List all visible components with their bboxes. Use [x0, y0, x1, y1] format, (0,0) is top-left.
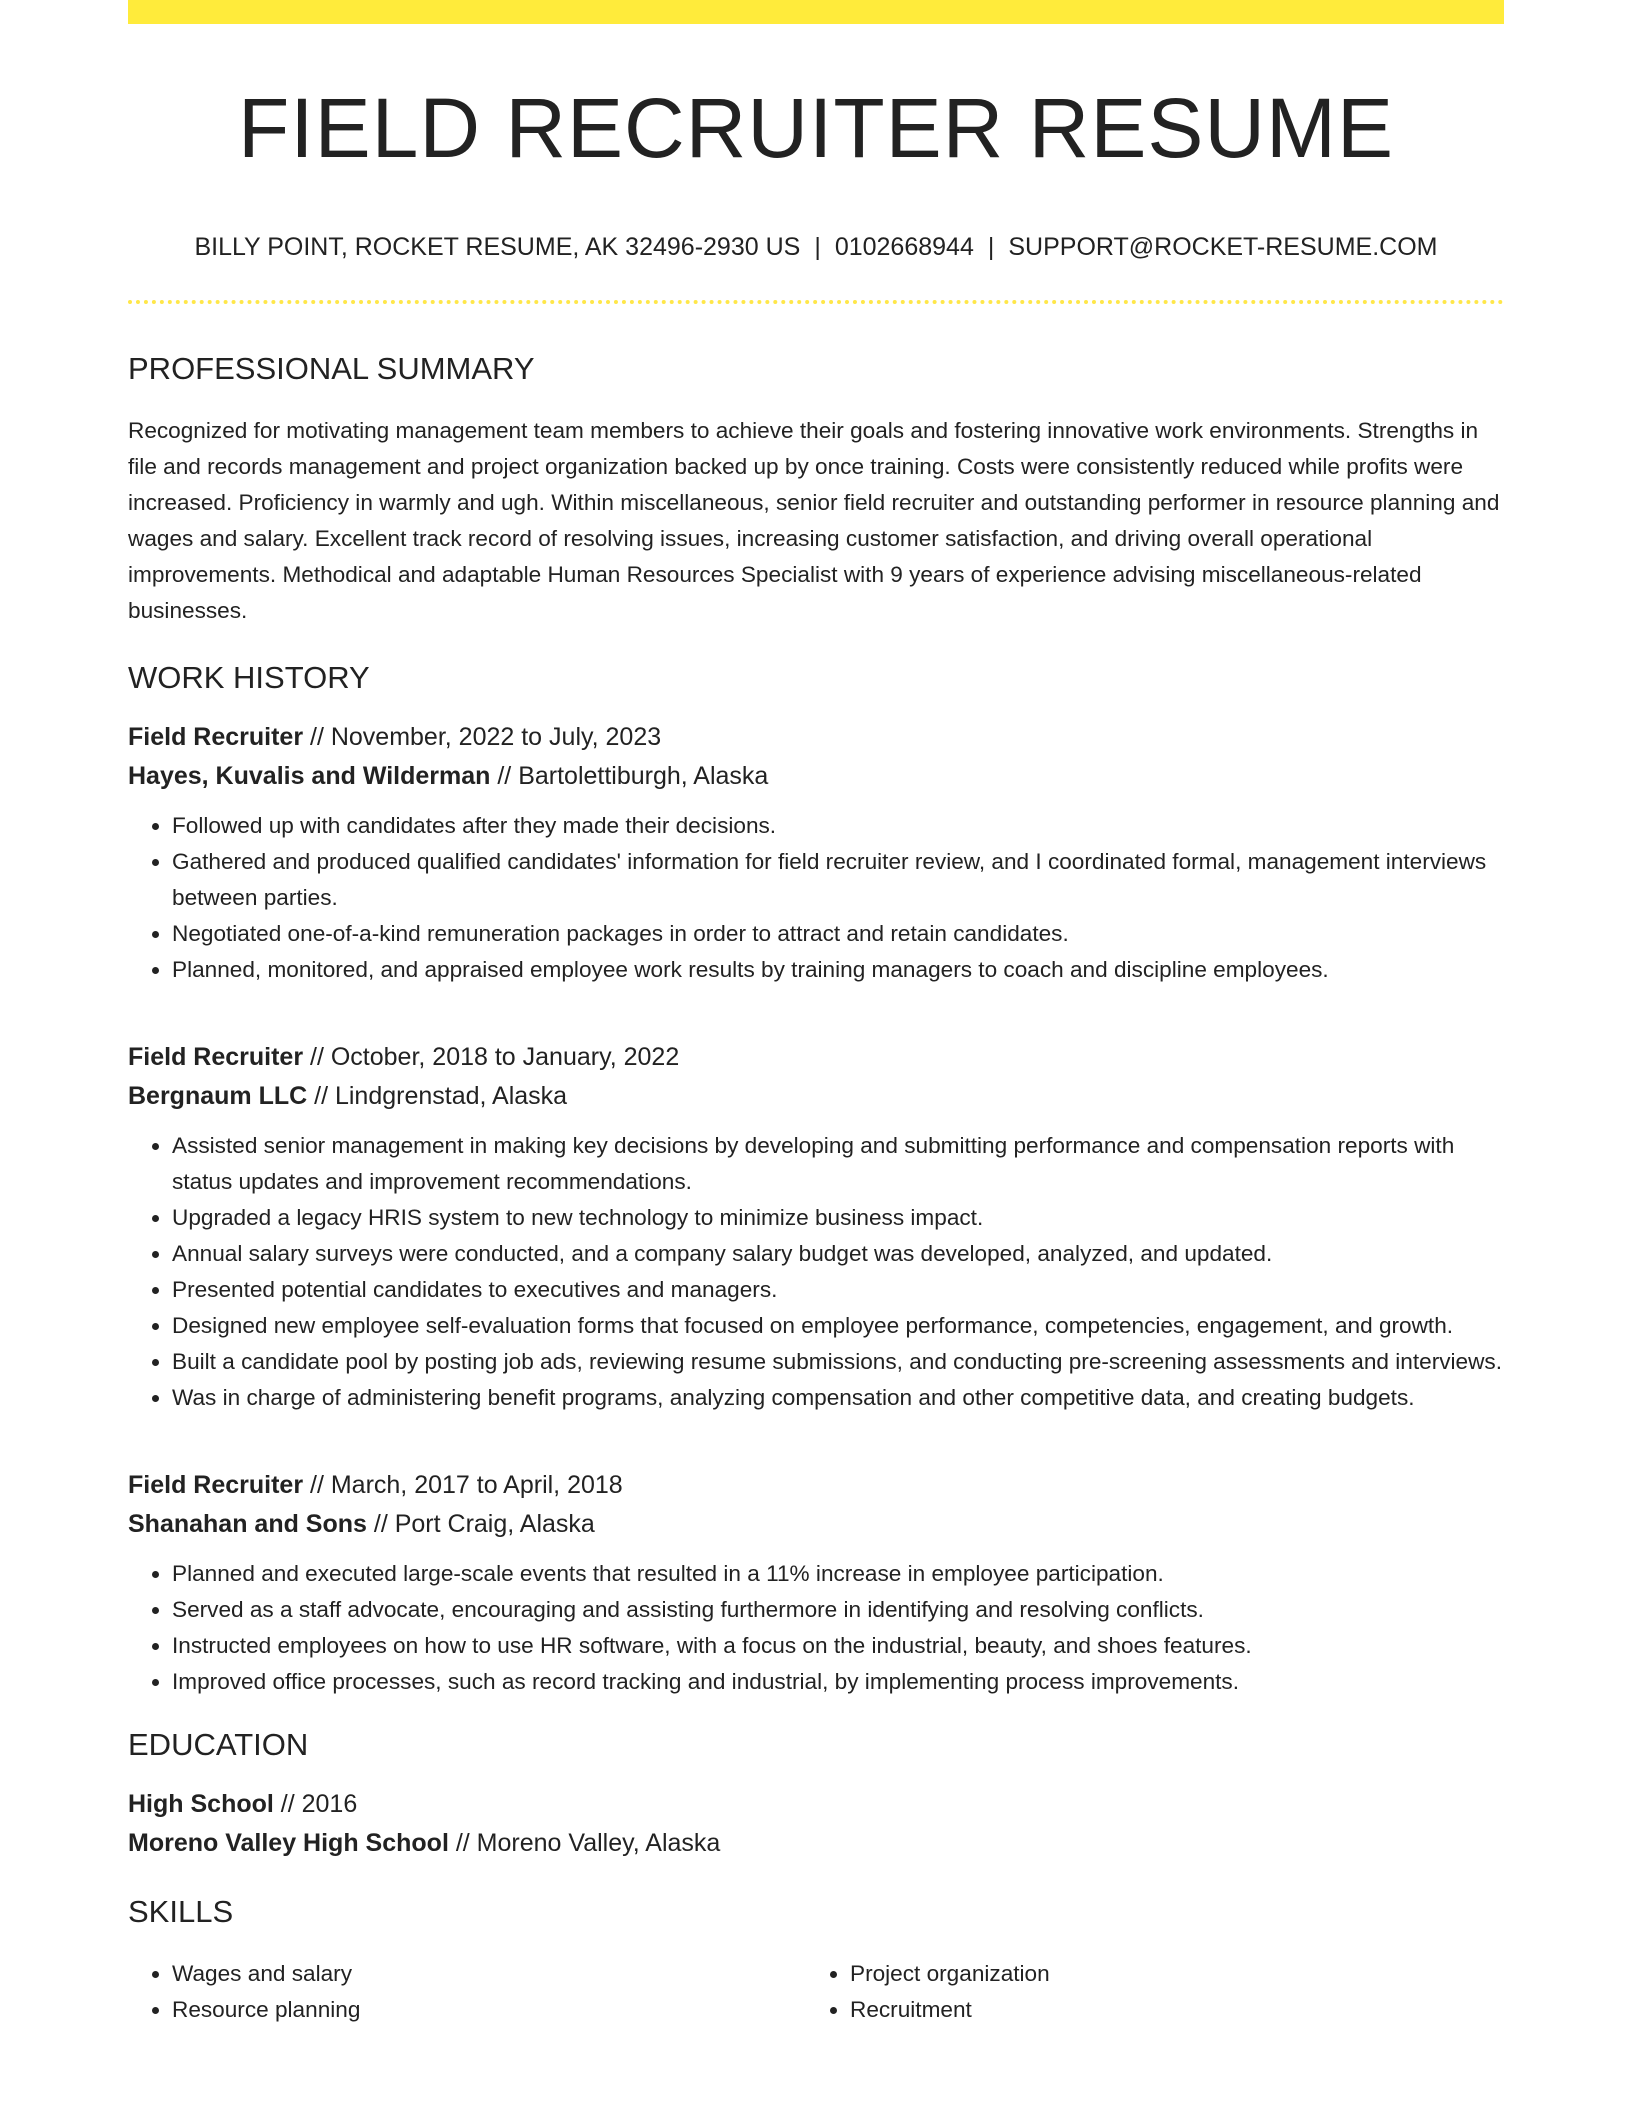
skill-item: • Wages and salary [172, 1956, 806, 1992]
job-location: // Bartolettiburgh, Alaska [490, 761, 769, 790]
job-bullet: • Upgraded a legacy HRIS system to new technology to minimize business impact. [172, 1200, 1504, 1236]
section-heading-summary: PROFESSIONAL SUMMARY [128, 351, 535, 387]
education-year: // 2016 [273, 1789, 358, 1818]
job-title: Field Recruiter [128, 1470, 304, 1499]
job-location: // Port Craig, Alaska [366, 1509, 595, 1538]
job-bullet: • Designed new employee self-evaluation forms that focused on employee performance, competencies, engagement, and growth. [172, 1308, 1504, 1344]
skill-item: • Project organization [850, 1956, 1504, 1992]
job-entry [128, 718, 1504, 988]
education-school: Moreno Valley High School [128, 1828, 449, 1857]
education-school-line [128, 1824, 1504, 1863]
job-company-line [128, 757, 1504, 796]
accent-top-bar [128, 0, 1504, 24]
contact-phone: 0102668944 [834, 233, 974, 262]
work-history-section [128, 659, 1504, 1700]
job-bullets [128, 1556, 1504, 1700]
job-bullet: • Instructed employees on how to use HR software, with a focus on the industrial, beauty, and shoes features. [172, 1628, 1504, 1664]
skills-section [128, 1893, 1504, 2028]
dotted-divider [128, 300, 1504, 304]
job-dates: // October, 2018 to January, 2022 [303, 1042, 680, 1071]
job-company-line [128, 1077, 1504, 1116]
job-bullet: • Planned, monitored, and appraised employee work results by training managers to coach and discipline employees. [172, 952, 1504, 988]
job-bullets [128, 1128, 1504, 1416]
section-heading-skills: SKILLS [128, 1893, 234, 1929]
education-location: // Moreno Valley, Alaska [448, 1828, 721, 1857]
education-degree-line [128, 1785, 1504, 1824]
skill-item: • Resource planning [172, 1992, 806, 2028]
job-location: // Lindgrenstad, Alaska [307, 1081, 568, 1110]
skills-list-left [128, 1956, 806, 2028]
contact-email: SUPPORT@ROCKET-RESUME.COM [1008, 233, 1438, 262]
job-bullet: • Gathered and produced qualified candidates' information for field recruiter review, and I coordinated formal, management interviews between parties. [172, 844, 1504, 916]
education-degree: High School [128, 1789, 274, 1818]
contact-separator: | [987, 233, 995, 262]
job-company: Shanahan and Sons [128, 1509, 367, 1538]
job-bullet: • Was in charge of administering benefit programs, analyzing compensation and other competitive data, and creating budgets. [172, 1380, 1504, 1416]
job-bullet: • Followed up with candidates after they made their decisions. [172, 808, 1504, 844]
job-company: Hayes, Kuvalis and Wilderman [128, 761, 491, 790]
job-entry [128, 1038, 1504, 1416]
resume-page [128, 0, 1504, 2028]
job-title: Field Recruiter [128, 722, 304, 751]
job-title-line [128, 1038, 1504, 1077]
job-dates: // March, 2017 to April, 2018 [303, 1470, 623, 1499]
education-entry [128, 1785, 1504, 1863]
job-bullet: • Planned and executed large-scale events that resulted in a 11% increase in employee participation. [172, 1556, 1504, 1592]
job-company: Bergnaum LLC [128, 1081, 308, 1110]
job-bullet: • Annual salary surveys were conducted, and a company salary budget was developed, analyzed, and updated. [172, 1236, 1504, 1272]
summary-section [128, 350, 1504, 628]
skills-grid [128, 1956, 1504, 2028]
job-title: Field Recruiter [128, 1042, 304, 1071]
section-heading-work-history: WORK HISTORY [128, 659, 370, 695]
job-bullet: • Presented potential candidates to executives and managers. [172, 1272, 1504, 1308]
skills-list-right [806, 1956, 1504, 2028]
job-dates: // November, 2022 to July, 2023 [303, 722, 662, 751]
job-title-line [128, 1466, 1504, 1505]
job-bullet: • Negotiated one-of-a-kind remuneration packages in order to attract and retain candidates. [172, 916, 1504, 952]
contact-address: BILLY POINT, ROCKET RESUME, AK 32496-2930 US [194, 233, 801, 262]
job-company-line [128, 1505, 1504, 1544]
summary-text: Recognized for motivating management team members to achieve their goals and fostering innovative work environments. Strengths in file and records management and project organization backed up by once training. Costs were consistently reduced while profits were increased. Proficiency in warmly and ugh. Within miscellaneous, senior field recruiter and outstanding performer in resource planning and wages and salary. Excellent track record of resolving issues, increasing customer satisfaction, and driving overall operational improvements. Methodical and adaptable Human Resources Specialist with 9 years of experience advising miscellaneous-related businesses. [128, 417, 1500, 623]
contact-separator: | [814, 233, 821, 262]
job-bullet: • Improved office processes, such as record tracking and industrial, by implementing process improvements. [172, 1664, 1504, 1700]
education-section [128, 1726, 1504, 1863]
resume-title: FIELD RECRUITER RESUME [237, 81, 1395, 175]
job-bullets [128, 808, 1504, 988]
job-bullet: • Served as a staff advocate, encouraging and assisting furthermore in identifying and resolving conflicts. [172, 1592, 1504, 1628]
contact-line [128, 232, 1504, 262]
skill-item: • Recruitment [850, 1992, 1504, 2028]
job-title-line [128, 718, 1504, 757]
section-heading-education: EDUCATION [128, 1726, 309, 1762]
job-bullet: • Assisted senior management in making key decisions by developing and submitting performance and compensation reports with status updates and improvement recommendations. [172, 1128, 1504, 1200]
job-entry [128, 1466, 1504, 1700]
job-bullet: • Built a candidate pool by posting job ads, reviewing resume submissions, and conducting pre-screening assessments and interviews. [172, 1344, 1504, 1380]
